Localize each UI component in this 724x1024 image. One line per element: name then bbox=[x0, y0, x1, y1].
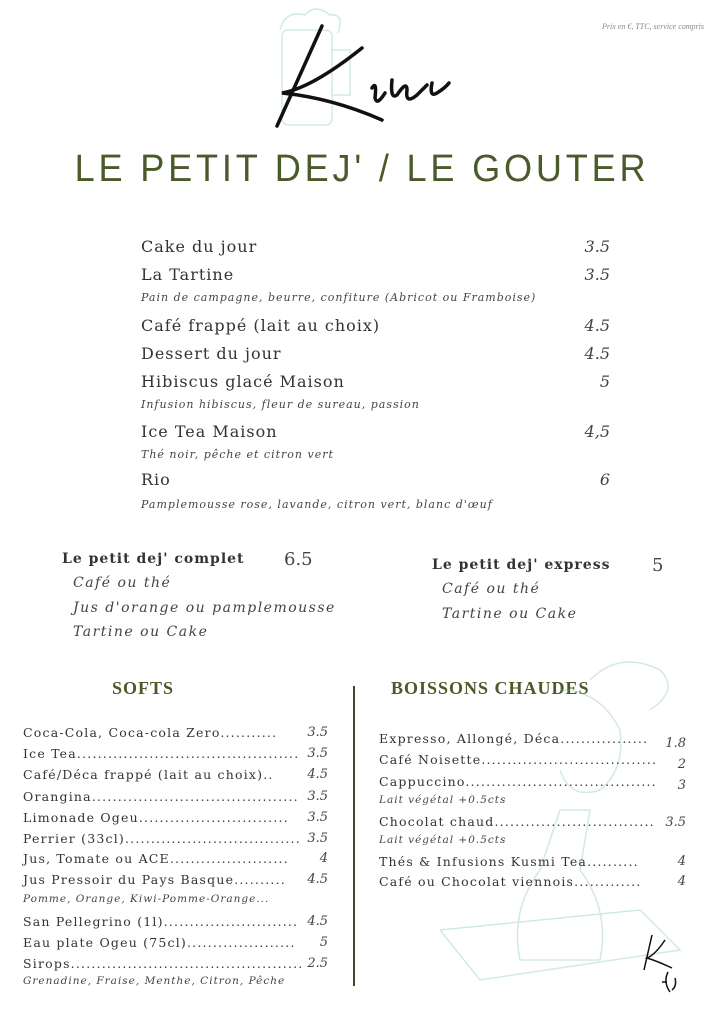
softs-item-price: 3.5 bbox=[307, 789, 328, 804]
hot-drink-name: Café Noisette.................................. bbox=[379, 752, 658, 767]
softs-item-price: 4.5 bbox=[307, 914, 328, 929]
softs-item-name: Coca-Cola, Coca-cola Zero........... bbox=[23, 725, 278, 740]
softs-item-name: Ice Tea........................................... bbox=[23, 746, 300, 761]
formula-price: 6.5 bbox=[284, 549, 313, 570]
menu-item-name: Café frappé (lait au choix) bbox=[141, 316, 381, 335]
menu-item-price: 4.5 bbox=[584, 316, 610, 335]
column-divider bbox=[353, 686, 355, 986]
formula-price: 5 bbox=[652, 555, 664, 576]
hot-drink-description: Lait végétal +0.5cts bbox=[379, 834, 507, 846]
hot-drink-price: 2 bbox=[677, 757, 686, 772]
menu-item-price: 6 bbox=[599, 470, 610, 489]
menu-item-price: 4,5 bbox=[584, 422, 610, 441]
formula-line: Café ou thé bbox=[73, 575, 172, 591]
hot-drink-price: 3 bbox=[677, 778, 686, 793]
softs-item-price: 3.5 bbox=[307, 810, 328, 825]
softs-item-description: Pomme, Orange, Kiwi-Pomme-Orange... bbox=[23, 893, 270, 905]
page-title: LE PETIT DEJ' / LE GOUTER bbox=[74, 148, 650, 190]
softs-item-name: Café/Déca frappé (lait au choix).. bbox=[23, 767, 274, 782]
softs-heading: SOFTS bbox=[112, 678, 175, 698]
formula-line: Jus d'orange ou pamplemousse bbox=[73, 600, 336, 616]
kiwi-logo bbox=[272, 18, 462, 130]
hot-drink-price: 3.5 bbox=[665, 815, 686, 830]
hot-drink-name: Chocolat chaud............................... bbox=[379, 814, 655, 829]
softs-item-price: 5 bbox=[319, 935, 328, 950]
softs-item-name: Eau plate Ogeu (75cl)..................... bbox=[23, 935, 296, 950]
softs-item-price: 4.5 bbox=[307, 872, 328, 887]
menu-item-description: Pamplemousse rose, lavande, citron vert, blanc d'œuf bbox=[141, 498, 493, 511]
formula-line: Tartine ou Cake bbox=[442, 606, 578, 622]
hot-drinks-heading: BOISSONS CHAUDES bbox=[391, 678, 590, 698]
hot-drink-name: Thés & Infusions Kusmi Tea.......... bbox=[379, 854, 639, 869]
hot-drink-name: Expresso, Allongé, Déca................. bbox=[379, 731, 649, 746]
menu-item-name: Cake du jour bbox=[141, 237, 258, 256]
menu-item-price: 3.5 bbox=[584, 237, 610, 256]
hot-drink-name: Cappuccino..................................... bbox=[379, 774, 657, 789]
hot-drink-price: 1.8 bbox=[665, 736, 686, 751]
menu-item-price: 5 bbox=[599, 372, 610, 391]
softs-item-price: 3.5 bbox=[307, 831, 328, 846]
menu-item-name: La Tartine bbox=[141, 265, 235, 284]
menu-item-description: Infusion hibiscus, fleur de sureau, passion bbox=[141, 398, 420, 411]
hot-drink-price: 4 bbox=[677, 874, 686, 889]
softs-item-price: 4.5 bbox=[307, 767, 328, 782]
softs-item-name: Orangina........................................ bbox=[23, 789, 299, 804]
kiwi-signature-icon bbox=[640, 930, 690, 1000]
softs-item-price: 3.5 bbox=[307, 746, 328, 761]
softs-item-price: 2.5 bbox=[307, 956, 328, 971]
softs-item-price: 4 bbox=[319, 851, 328, 866]
hot-drink-name: Café ou Chocolat viennois............. bbox=[379, 874, 642, 889]
menu-item-name: Hibiscus glacé Maison bbox=[141, 372, 345, 391]
softs-item-name: Jus Pressoir du Pays Basque.......... bbox=[23, 872, 286, 887]
softs-item-price: 3.5 bbox=[307, 725, 328, 740]
menu-item-name: Ice Tea Maison bbox=[141, 422, 278, 441]
price-note: Prix en €, TTC, service compris bbox=[602, 22, 704, 31]
softs-item-name: Jus, Tomate ou ACE....................... bbox=[23, 851, 289, 866]
softs-item-description: Grenadine, Fraise, Menthe, Citron, Pêche bbox=[23, 975, 286, 987]
softs-item-name: Perrier (33cl).................................. bbox=[23, 831, 301, 846]
menu-item-description: Pain de campagne, beurre, confiture (Abricot ou Framboise) bbox=[141, 291, 537, 304]
softs-item-name: Sirops............................................. bbox=[23, 956, 304, 971]
formula-name: Le petit dej' express bbox=[432, 557, 611, 573]
softs-item-name: Limonade Ogeu............................. bbox=[23, 810, 289, 825]
formula-line: Café ou thé bbox=[442, 581, 541, 597]
menu-item-description: Thé noir, pêche et citron vert bbox=[141, 448, 334, 461]
hot-drink-price: 4 bbox=[677, 854, 686, 869]
formula-name: Le petit dej' complet bbox=[62, 551, 245, 567]
formula-line: Tartine ou Cake bbox=[73, 624, 209, 640]
softs-item-name: San Pellegrino (1l).......................... bbox=[23, 914, 299, 929]
menu-item-price: 3.5 bbox=[584, 265, 610, 284]
menu-item-price: 4.5 bbox=[584, 344, 610, 363]
menu-item-name: Dessert du jour bbox=[141, 344, 282, 363]
hot-drink-description: Lait végétal +0.5cts bbox=[379, 794, 507, 806]
menu-item-name: Rio bbox=[141, 470, 171, 489]
